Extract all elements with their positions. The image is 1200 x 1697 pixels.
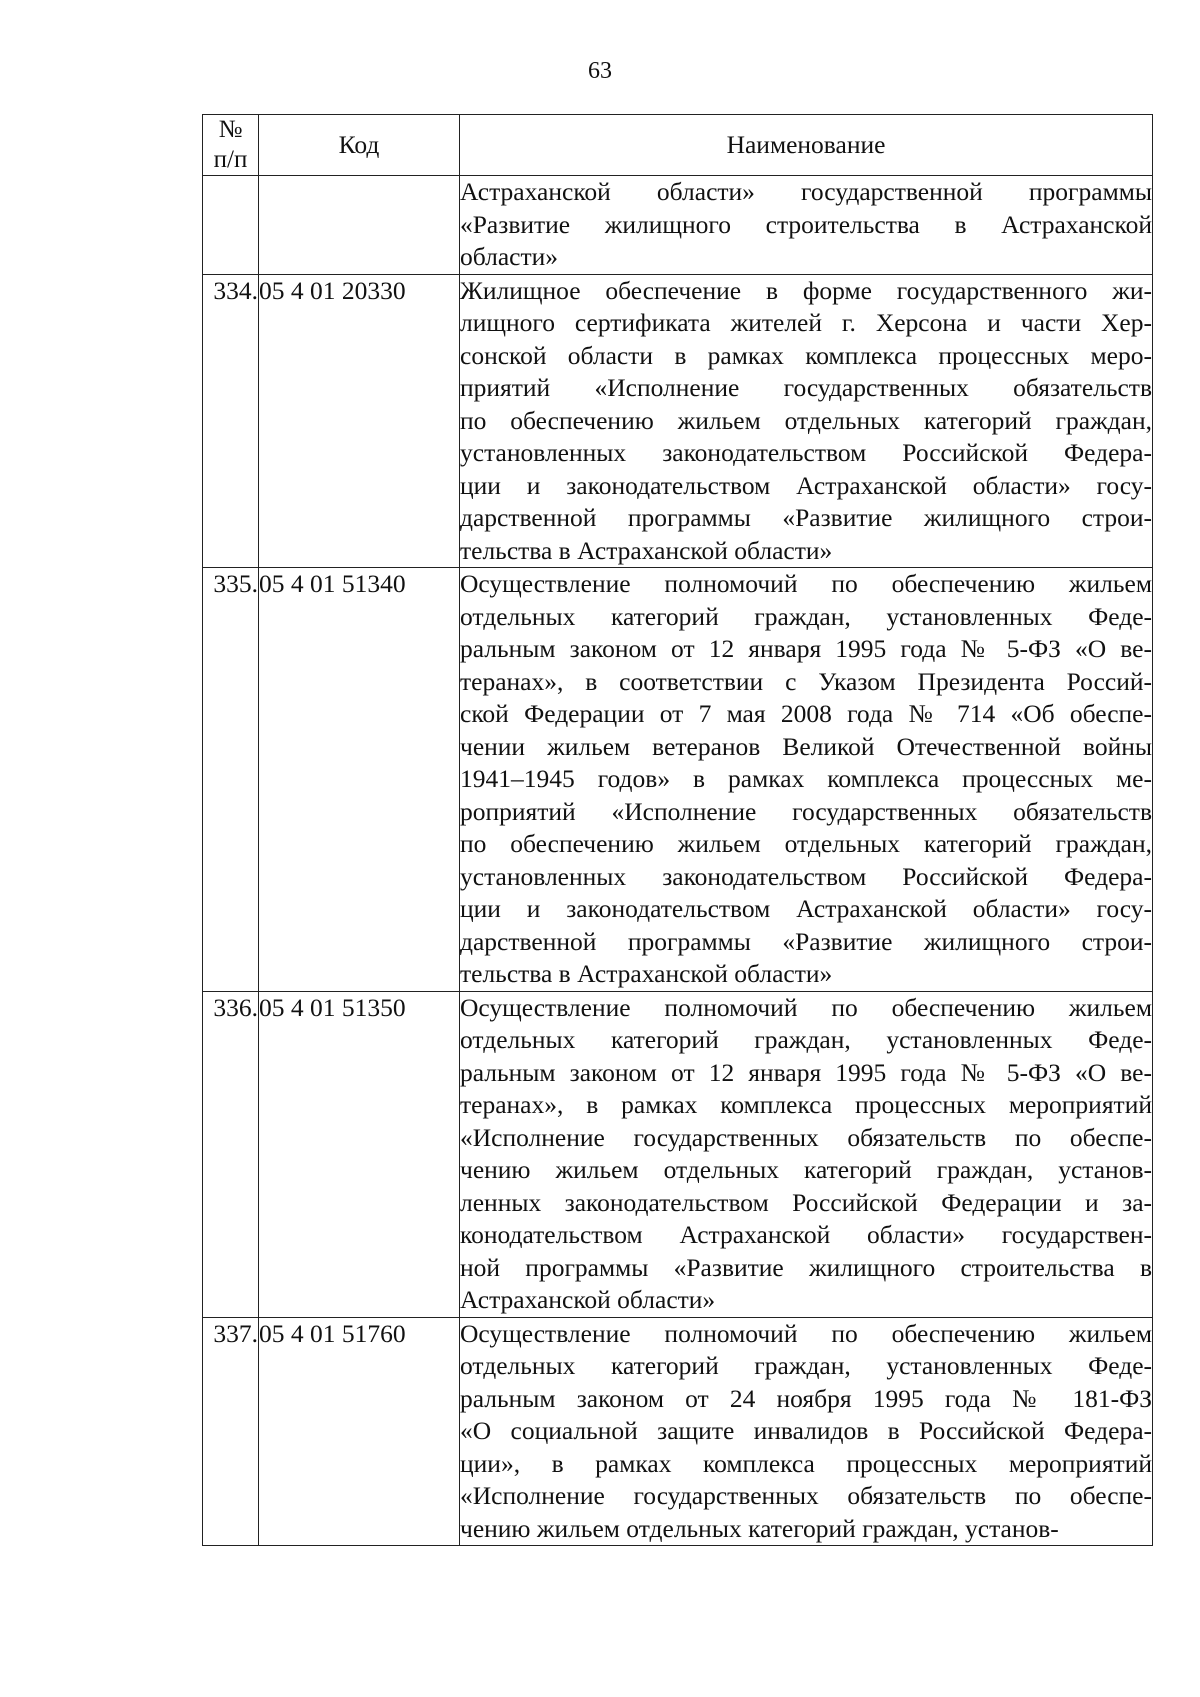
name-text-line: отдельных категорий граждан, установленных Феде- [460,1351,1152,1380]
name-text-line: теранах», в рамках комплекса процессных мероприятий [460,1090,1152,1119]
row-name-cell [460,176,1153,275]
name-text-line: «Развитие жилищного строительства в Астраханской [460,209,1152,239]
name-text-line: чению жильем отдельных категорий граждан, установ- [460,1155,1152,1184]
name-text-line: чении жильем ветеранов Великой Отечественной войны [460,731,1152,761]
name-text-line: установленных законодательством Российской Федера- [460,438,1152,467]
name-text-line: ции и законодательством Астраханской области» госу- [460,894,1152,923]
row-code-cell: 05 4 01 51760 [259,1317,460,1546]
name-text-line: ции и законодательством Астраханской области» госу- [460,470,1152,500]
row-number-cell: 334. [203,274,259,568]
name-text-line: установленных законодательством Российской Федера- [460,861,1152,891]
name-text-line: 1941–1945 годов» в рамках комплекса процессных ме- [460,764,1152,793]
name-text-line: отдельных категорий граждан, установленных Феде- [460,1025,1152,1054]
row-number-cell [203,176,259,275]
name-text-line: «Исполнение государственных обязательств по обеспе- [460,1481,1152,1510]
name-text-line: ской Федерации от 7 мая 2008 года № 714 «Об обеспе- [460,699,1152,728]
name-text-line: «Исполнение государственных обязательств по обеспе- [460,1122,1152,1152]
name-text-line: Осуществление полномочий по обеспечению жильем [460,569,1152,598]
name-text-line: по обеспечению жильем отдельных категорий граждан, [460,829,1152,858]
name-text-line: ной программы «Развитие жилищного строительства в [460,1252,1152,1282]
row-number-cell: 335. [203,568,259,992]
name-text-line: Осуществление полномочий по обеспечению жильем [460,992,1152,1022]
row-code-cell [259,176,460,275]
header-name: Наименование [460,115,1153,176]
name-text-line: «О социальной защите инвалидов в Российской Федера- [460,1416,1152,1445]
name-text-line: ральным законом от 12 января 1995 года № 5-ФЗ «О ве- [460,1057,1152,1087]
header-num-symbol: № [218,116,243,143]
header-code: Код [259,115,460,176]
row-number-cell: 336. [203,991,259,1317]
name-text-line: конодательством Астраханской области» государствен- [460,1220,1152,1249]
name-text-line: тельства в Астраханской области» [460,535,833,565]
table-row [203,176,1153,275]
name-text-line: лищного сертификата жителей г. Херсона и части Хер- [460,308,1152,337]
table-row [203,274,1153,568]
name-text-line: Астраханской области» [460,1285,716,1314]
header-row-number [203,115,259,176]
header-num-abbrev: п/п [213,146,248,173]
name-text-line: роприятий «Исполнение государственных обязательств [460,796,1152,826]
row-name-cell [460,274,1153,568]
name-text-line: чению жильем отдельных категорий граждан, установ- [460,1513,1059,1543]
table-row [203,991,1153,1317]
name-text-line: отдельных категорий граждан, установленных Феде- [460,601,1152,631]
name-text-line: дарственной программы «Развитие жилищного строи- [460,926,1152,956]
name-text-line: дарственной программы «Развитие жилищного строи- [460,503,1152,532]
name-text-line: ленных законодательством Российской Федерации и за- [460,1187,1152,1217]
row-name-cell [460,568,1153,992]
budget-code-table [202,114,1153,1546]
name-text-line: области» [460,242,558,271]
name-text-line: ральным законом от 12 января 1995 года № 5-ФЗ «О ве- [460,634,1152,663]
table-row [203,568,1153,992]
row-code-cell: 05 4 01 20330 [259,274,460,568]
name-text-line: сонской области в рамках комплекса процессных меро- [460,340,1152,370]
name-text-line: ральным законом от 24 ноября 1995 года № 181-ФЗ [460,1383,1152,1413]
name-text-line: ции», в рамках комплекса процессных мероприятий [460,1448,1152,1478]
table-header-row [203,115,1153,176]
row-code-cell: 05 4 01 51350 [259,991,460,1317]
name-text-line: Жилищное обеспечение в форме государственного жи- [460,275,1152,305]
row-code-cell: 05 4 01 51340 [259,568,460,992]
row-name-cell [460,1317,1153,1546]
page-number: 63 [588,58,612,84]
table-body [203,176,1153,1546]
name-text-line: теранах», в соответствии с Указом Президента Россий- [460,666,1152,696]
name-text-line: по обеспечению жильем отдельных категорий граждан, [460,405,1152,435]
name-text-line: тельства в Астраханской области» [460,959,833,988]
name-text-line: Осуществление полномочий по обеспечению жильем [460,1318,1152,1348]
name-text-line: приятий «Исполнение государственных обязательств [460,373,1152,402]
row-number-cell: 337. [203,1317,259,1546]
table-row [203,1317,1153,1546]
row-name-cell [460,991,1153,1317]
name-text-line: Астраханской области» государственной программы [460,177,1152,206]
